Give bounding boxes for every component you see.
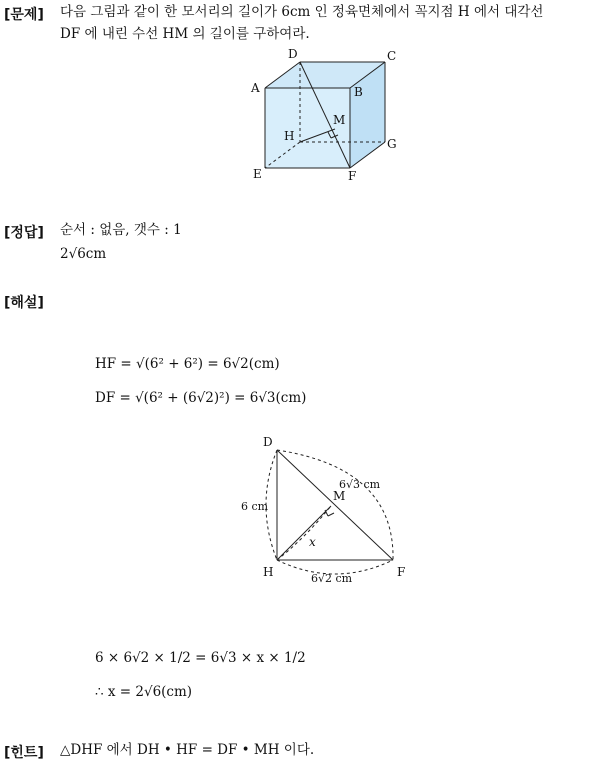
cube-label-c: C: [387, 49, 397, 63]
cube-label-a: A: [251, 81, 260, 95]
triangle-label-dh: 6 cm: [241, 500, 269, 513]
solution-label: [해설]: [4, 295, 44, 311]
cube-label-g: G: [387, 137, 397, 151]
cube-label-d: D: [288, 47, 298, 61]
cube-label-h: H: [284, 129, 295, 143]
cube-label-f: F: [348, 169, 357, 183]
triangle-label-d: D: [263, 435, 273, 449]
triangle-label-f: F: [397, 565, 406, 579]
answer-order-text: 순서 : 없음, 갯수 : 1: [60, 222, 182, 238]
hint-label: [힌트]: [4, 745, 44, 761]
answer-value: 2√6cm: [60, 246, 107, 262]
cube-diagram: [240, 44, 410, 184]
solution-eq-3: 6 × 6√2 × 1/2 = 6√3 × x × 1/2: [95, 650, 306, 666]
answer-label: [정답]: [4, 225, 44, 241]
solution-eq-1: HF = √(6² + 6²) = 6√2(cm): [95, 356, 280, 372]
triangle-label-h: H: [263, 565, 274, 579]
cube-label-m: M: [333, 113, 346, 127]
hint-text: △DHF 에서 DH • HF = DF • MH 이다.: [60, 742, 315, 758]
solution-eq-2: DF = √(6² + (6√2)²) = 6√3(cm): [95, 390, 307, 406]
problem-line-2: DF 에 내린 수선 HM 의 길이를 구하여라.: [60, 26, 310, 42]
triangle-label-m: M: [333, 489, 346, 503]
triangle-label-x: x: [309, 535, 316, 549]
solution-eq-4: ∴ x = 2√6(cm): [95, 684, 193, 700]
triangle-label-hf: 6√2 cm: [311, 572, 353, 585]
problem-line-1: 다음 그림과 같이 한 모서리의 길이가 6cm 인 정육면체에서 꼭지점 H 에서 대각선: [60, 4, 544, 20]
cube-label-e: E: [253, 167, 262, 181]
cube-label-b: B: [354, 85, 363, 99]
triangle-label-df: 6√3 cm: [339, 478, 381, 491]
problem-label: [문제]: [4, 7, 44, 23]
triangle-diagram: [235, 428, 415, 588]
